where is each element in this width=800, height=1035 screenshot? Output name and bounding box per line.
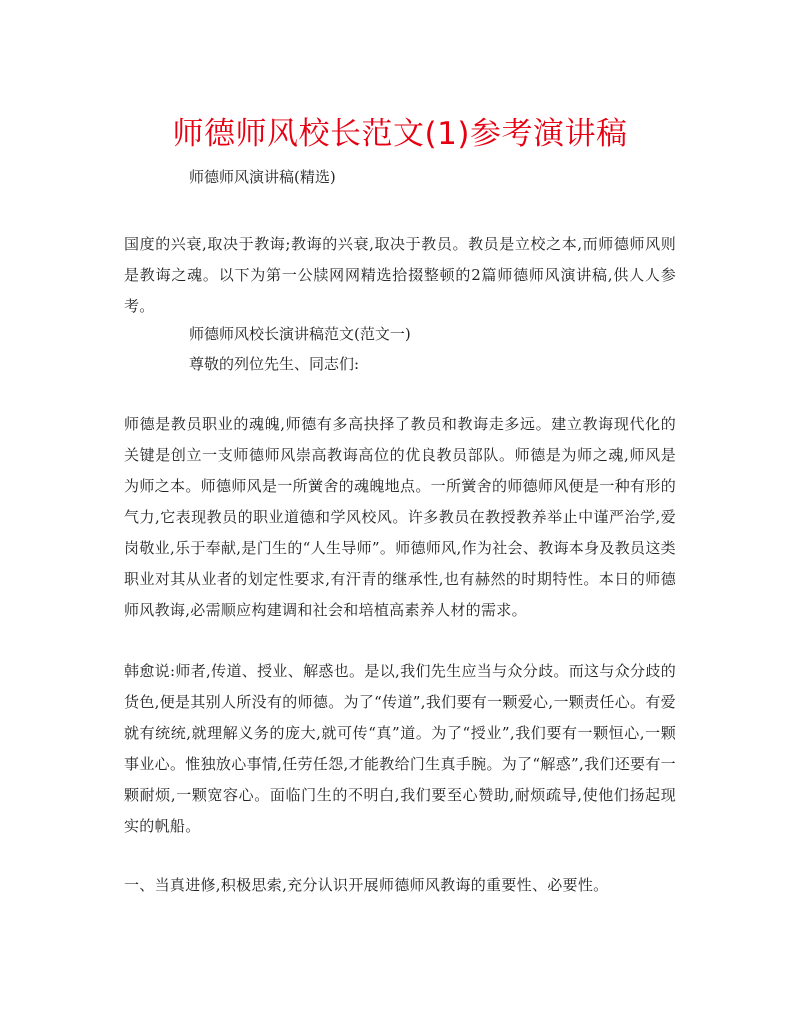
speech-title: 师德师风校长演讲稿范文(范文一) [189, 325, 411, 343]
intro-paragraph: 国度的兴衰,取决于教诲;教诲的兴衰,取决于教员。教员是立校之本,而师德师风则是教诲之魂。以下为第一公牍网网精选拾掇整顿的2篇师德师风演讲稿,供人人参考。 [124, 235, 676, 315]
body-paragraph-1: 师德是教员职业的魂魄,师德有多高抉择了教员和教诲走多远。建立教诲现代化的关键是创立一支师德师风崇高教诲高位的优良教员部队。师德是为师之魂,师风是为师之本。师德师风是一所黉舍的魂魄地点。一所黉舍的师德师风便是一种有形的气力,它表现教员的职业道德和学风校风。许多教员在教授教养举止中谨严治学,爱岗敬业,乐于奉献,是门生的“人生导师”。师德师风,作为社会、教诲本身及教员这类职业对其从业者的划定性要求,有汗青的继承性,也有赫然的时期特性。本日的师德师风教诲,必需顺应构建调和社会和培植高素养人材的需求。 [124, 415, 676, 619]
document-title: 师德师风校长范文(1)参考演讲稿 [172, 116, 628, 152]
greeting-line: 尊敬的列位先生、同志们: [189, 355, 360, 373]
body-paragraph-2: 韩愈说:师者,传道、授业、解惑也。是以,我们先生应当与众分歧。而这与众分歧的货色,便是其别人所没有的师德。为了“传道”,我们要有一颗爱心,一颗责任心。有爱就有统统,就理解义务的庞大,就可传“真”道。为了“授业”,我们要有一颗恒心,一颗事业心。惟独放心事情,任劳任怨,才能教给门生真手腕。为了“解惑”,我们还要有一颗耐烦,一颗宽容心。面临门生的不明白,我们要至心赞助,耐烦疏导,使他们扬起现实的帆船。 [124, 662, 676, 835]
body-paragraph-3: 一、当真进修,积极思索,充分认识开展师德师风教诲的重要性、必要性。 [124, 876, 609, 894]
document-subtitle: 师德师风演讲稿(精选) [189, 168, 336, 186]
